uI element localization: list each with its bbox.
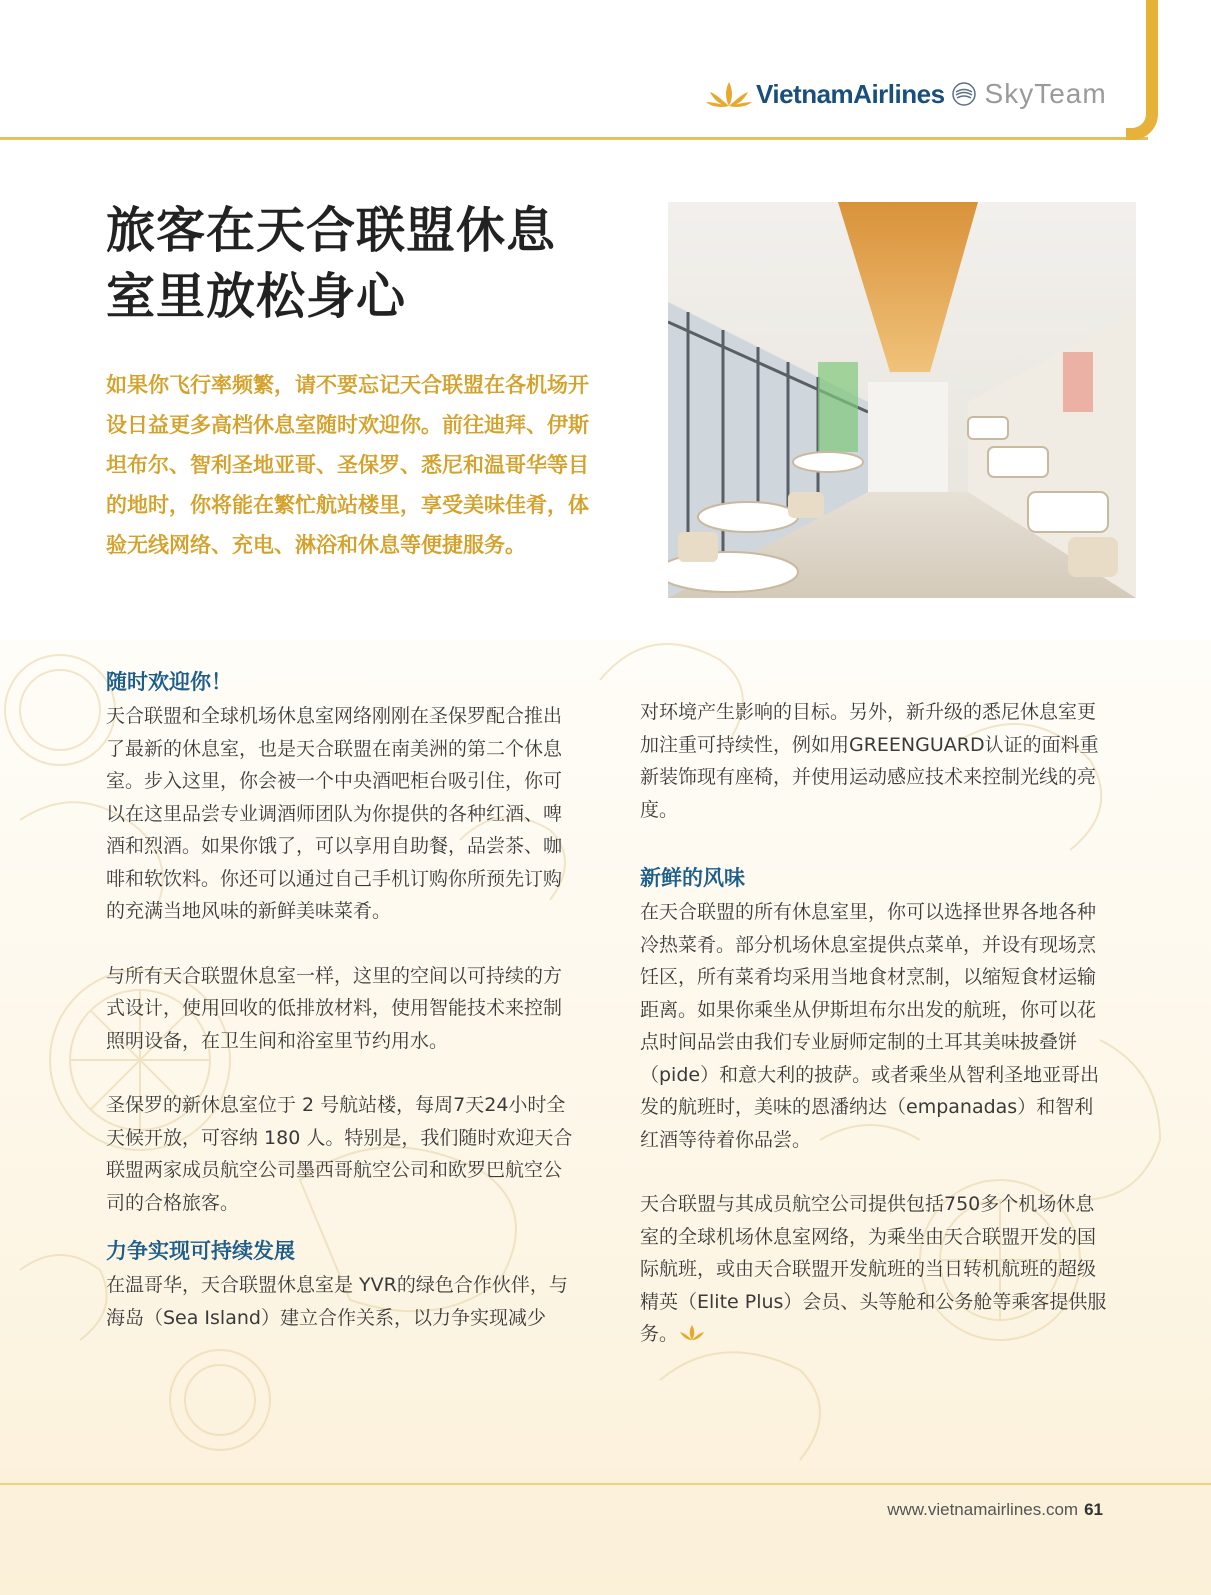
section-heading-welcome: 随时欢迎你！ — [106, 670, 232, 694]
footer-url[interactable]: www.vietnamairlines.com — [887, 1500, 1079, 1519]
lotus-logo-icon — [706, 78, 752, 110]
title-line-1: 旅客在天合联盟休息 — [106, 202, 557, 259]
paragraph: 在天合联盟的所有休息室里，你可以选择世界各地各种冷热菜肴。部分机场休息室提供点菜单，并设有现场烹饪区，所有菜肴均采用当地食材烹制，以缩短食材运输距离。如果你乘坐从伊斯坦布尔出发的航班，你可以花点时间品尝由我们专业厨师定制的土耳其美味披叠饼（pide）和意大利的披萨。或者乘坐从智利圣地亚哥出发的航班时，美味的恩潘纳达（empanadas）和智利红酒等待着你品尝。 — [640, 901, 1100, 1151]
skyteam-logo-icon — [951, 81, 977, 107]
section-heading-flavors: 新鲜的风味 — [640, 866, 745, 890]
footer-divider — [0, 1483, 1211, 1485]
lounge-photo-illustration — [668, 202, 1136, 598]
title-line-2: 室里放松身心 — [106, 268, 407, 325]
paragraph-final — [640, 1188, 1110, 1351]
lotus-end-mark-icon — [678, 1324, 706, 1342]
header-logo — [706, 74, 1107, 114]
header-corner-accent — [1126, 0, 1158, 140]
paragraph: 天合联盟和全球机场休息室网络刚刚在圣保罗配合推出了最新的休息室，也是天合联盟在南美洲的第二个休息室。步入这里，你会被一个中央酒吧柜台吸引住，你可以在这里品尝专业调酒师团队为你提供的各种红酒、啤酒和烈酒。如果你饿了，可以享用自助餐，品尝茶、咖啡和软饮料。你还可以通过自己手机订购你所预先订购的充满当地风味的新鲜美味菜肴。 — [106, 705, 563, 922]
brand-name: VietnamAirlines — [756, 78, 945, 109]
paragraph: 与所有天合联盟休息室一样，这里的空间以可持续的方式设计，使用回收的低排放材料，使用智能技术来控制照明设备，在卫生间和浴室里节约用水。 — [106, 964, 563, 1052]
lounge-photo — [668, 202, 1136, 598]
paragraph: 对环境产生影响的目标。另外，新升级的悉尼休息室更加注重可持续性，例如用GREENGUARD认证的面料重新装饰现有座椅，并使用运动感应技术来控制光线的亮度。 — [640, 701, 1099, 821]
intro-paragraph: 如果你飞行率频繁，请不要忘记天合联盟在各机场开设日益更多高档休息室随时欢迎你。前往迪拜、伊斯坦布尔、智利圣地亚哥、圣保罗、悉尼和温哥华等目的地时，你将能在繁忙航站楼里，享受美味佳肴，体验无线网络、充电、淋浴和休息等便捷服务。 — [106, 373, 589, 557]
paragraph-text: 天合联盟与其成员航空公司提供包括750多个机场休息室的全球机场休息室网络，为乘坐由天合联盟开发的国际航班，或由天合联盟开发航班的当日转机航班的超级精英（Elite Plus）会员、头等舱和公务舱等乘客提供服务。 — [640, 1193, 1107, 1345]
article-right-column — [640, 696, 1110, 1351]
page-number: 61 — [1084, 1500, 1103, 1519]
header-divider — [0, 137, 1148, 140]
section-heading-sustainability: 力争实现可持续发展 — [106, 1239, 295, 1263]
page-footer — [887, 1500, 1103, 1520]
page-title — [106, 198, 626, 330]
paragraph: 在温哥华，天合联盟休息室是 YVR的绿色合作伙伴，与海岛（Sea Island）建立合作关系，以力争实现减少 — [106, 1274, 568, 1329]
paragraph: 圣保罗的新休息室位于 2 号航站楼，每周7天24小时全天候开放，可容纳 180 人。特别是，我们随时欢迎天合联盟两家成员航空公司墨西哥航空公司和欧罗巴航空公司的合格旅客。 — [106, 1094, 573, 1214]
article-left-column — [106, 664, 576, 1334]
alliance-name: SkyTeam — [984, 78, 1107, 109]
